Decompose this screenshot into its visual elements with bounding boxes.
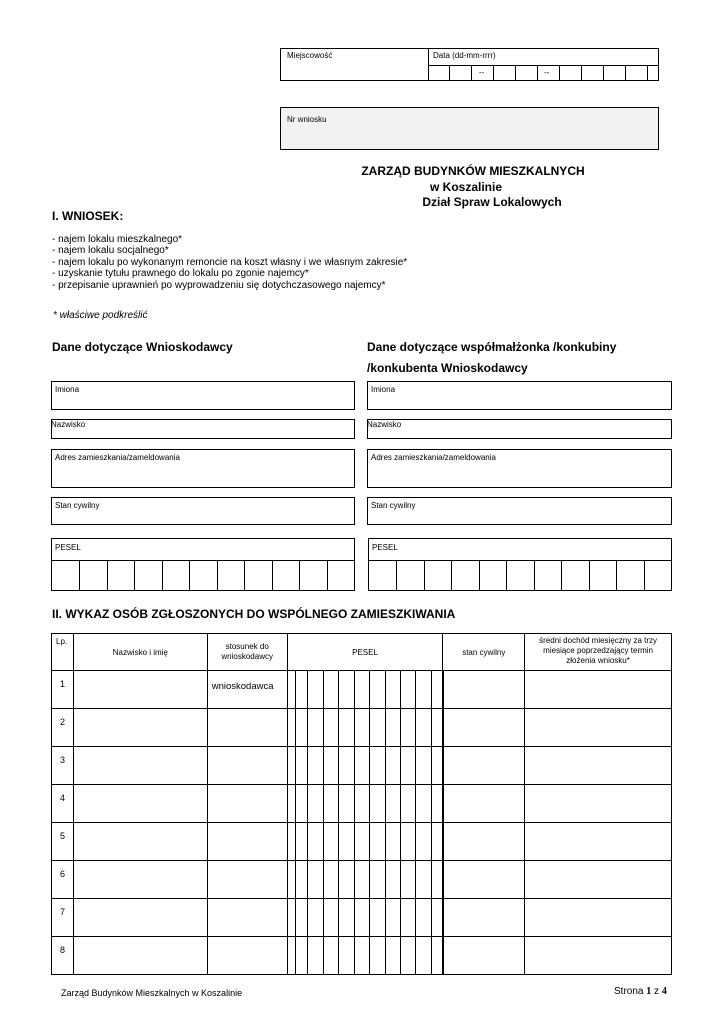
field-label: Stan cywilny [55,501,100,510]
cell-name[interactable] [73,671,207,709]
date-separator: -- [479,68,485,77]
cell-pesel[interactable] [287,899,443,937]
cell-relation[interactable] [207,823,287,861]
pesel-digit-cells [369,560,671,590]
field-label: Nazwisko [367,420,402,429]
place-label: Miejscowość [287,51,333,60]
office-title [330,164,620,211]
spouse-heading-line-1: Dane dotyczące współmałżonka /konkubiny [367,340,617,354]
cell-relation[interactable]: wnioskodawca [207,671,287,709]
cell-relation[interactable] [207,899,287,937]
cell-income[interactable] [525,861,672,899]
cell-pesel[interactable] [287,747,443,785]
table-row [52,823,672,861]
cell-marital[interactable] [443,747,525,785]
cell-relation[interactable] [207,937,287,975]
table-row [52,671,672,709]
col-header-lp: Lp. [52,634,74,671]
cell-name[interactable] [73,823,207,861]
cell-marital[interactable] [443,671,525,709]
cell-income[interactable] [525,785,672,823]
field-label: Imiona [371,385,396,394]
title-line-1: ZARZĄD BUDYNKÓW MIESZKALNYCH [361,164,585,178]
household-members-table [51,633,672,975]
applicant-first-names-field[interactable] [51,381,355,410]
table-row [52,785,672,823]
cell-lp: 2 [52,709,74,747]
col-header-name: Nazwisko i imię [73,634,207,671]
spouse-address-field[interactable] [367,449,672,488]
field-label: Adres zamieszkania/zameldowania [371,453,496,462]
list-item[interactable]: - najem lokalu mieszkalnego* [52,234,183,245]
cell-marital[interactable] [443,899,525,937]
title-line-2: w Koszalinie [429,179,503,194]
field-label: Imiona [55,385,80,394]
cell-pesel[interactable] [287,937,443,975]
cell-marital[interactable] [443,785,525,823]
place-field[interactable] [281,49,428,80]
footnote: * właściwe podkreślić [53,310,148,321]
table-row [52,861,672,899]
cell-income[interactable] [525,937,672,975]
cell-pesel[interactable] [287,709,443,747]
cell-pesel[interactable] [287,823,443,861]
col-header-pesel: PESEL [287,634,443,671]
cell-pesel[interactable] [287,785,443,823]
cell-relation[interactable] [207,709,287,747]
col-header-income: średni dochód miesięczny za trzy miesiące poprzedzający termin złożenia wniosku* [525,634,672,671]
request-type-list [52,234,407,291]
cell-name[interactable] [73,937,207,975]
cell-lp: 6 [52,861,74,899]
spouse-first-names-field[interactable] [367,381,672,410]
applicant-surname-field[interactable] [51,419,355,439]
cell-marital[interactable] [443,709,525,747]
title-line-3: Dział Spraw Lokalowych [422,195,562,209]
cell-marital[interactable] [443,823,525,861]
cell-marital[interactable] [443,861,525,899]
cell-name[interactable] [73,747,207,785]
list-item[interactable]: - najem lokalu po wykonanym remoncie na koszt własny i we własnym zakresie* [52,256,408,268]
applicant-address-field[interactable] [51,449,355,488]
cell-income[interactable] [525,709,672,747]
cell-lp: 5 [52,823,74,861]
field-label: Stan cywilny [371,501,416,510]
cell-lp: 3 [52,747,74,785]
cell-pesel[interactable] [287,861,443,899]
table-header-row [52,634,672,671]
cell-relation[interactable] [207,861,287,899]
date-field[interactable] [429,65,658,80]
application-number-label: Nr wniosku [287,115,327,124]
applicant-pesel-field[interactable] [51,538,355,591]
field-label: PESEL [372,543,398,552]
list-item[interactable]: - najem lokalu socjalnego* [52,245,169,257]
section-2-heading: II. WYKAZ OSÓB ZGŁOSZONYCH DO WSPÓLNEGO ZAMIESZKIWANIA [52,607,456,621]
list-item[interactable]: - uzyskanie tytułu prawnego do lokalu po zgonie najemcy* [52,268,309,280]
cell-income[interactable] [525,823,672,861]
list-item[interactable]: - przepisanie uprawnień po wyprowadzeniu się dotychczasowego najemcy* [52,279,386,291]
spouse-pesel-field[interactable] [368,538,672,591]
cell-lp: 8 [52,937,74,975]
cell-lp: 4 [52,785,74,823]
cell-name[interactable] [73,899,207,937]
section-1-heading: I. WNIOSEK: [52,209,124,223]
spouse-surname-field[interactable] [367,419,672,439]
application-number-field[interactable] [280,107,659,150]
cell-pesel[interactable] [287,671,443,709]
table-row [52,937,672,975]
cell-lp: 7 [52,899,74,937]
cell-relation[interactable] [207,785,287,823]
cell-income[interactable] [525,671,672,709]
table-row [52,899,672,937]
table-row [52,747,672,785]
footer-org: Zarząd Budynków Mieszkalnych w Koszalinie [61,988,243,998]
cell-name[interactable] [73,785,207,823]
applicant-marital-field[interactable] [51,497,355,525]
cell-name[interactable] [73,861,207,899]
field-label: PESEL [55,543,81,552]
date-separator: -- [544,68,550,77]
cell-lp: 1 [52,671,74,709]
field-label: Nazwisko [51,420,86,429]
place-date-box [280,48,659,81]
date-label: Data (dd-mm-rrrr) [433,51,496,60]
applicant-heading: Dane dotyczące Wnioskodawcy [52,340,233,354]
table-row [52,709,672,747]
cell-relation[interactable] [207,747,287,785]
cell-marital[interactable] [443,937,525,975]
cell-income[interactable] [525,899,672,937]
field-label: Adres zamieszkania/zameldowania [55,453,180,462]
cell-name[interactable] [73,709,207,747]
col-header-relation: stosunek do wnioskodawcy [207,634,287,671]
spouse-marital-field[interactable] [367,497,672,525]
col-header-marital: stan cywilny [443,634,525,671]
page-indicator: Strona 1 z 4 [614,986,667,997]
pesel-digit-cells [52,560,354,590]
cell-income[interactable] [525,747,672,785]
spouse-heading-line-2: /konkubenta Wnioskodawcy [367,361,528,375]
